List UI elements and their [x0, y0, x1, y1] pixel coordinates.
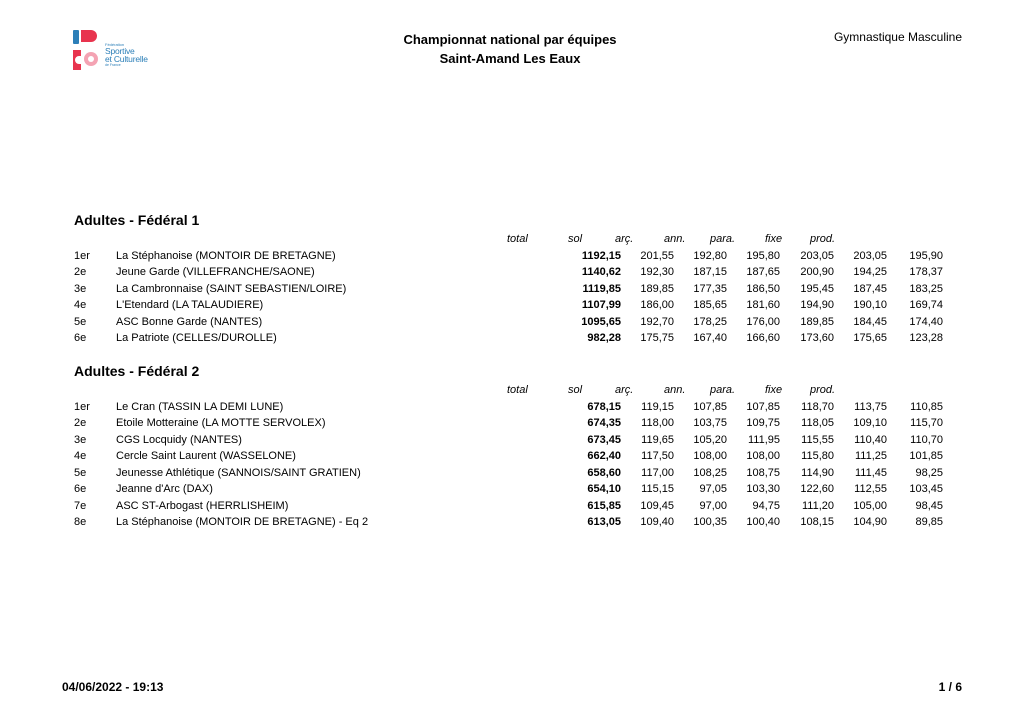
row-para: 118,05 [801, 417, 834, 429]
row-total: 658,60 [587, 466, 621, 479]
col-fixe-header: fixe [765, 233, 783, 245]
discipline-label: Gymnastique Masculine [833, 30, 962, 44]
col-sol-header: sol [568, 233, 583, 245]
row-arc: 187,15 [693, 266, 727, 278]
row-team-name: La Patriote (CELLES/DUROLLE) [116, 332, 277, 344]
col-fixe-header: fixe [765, 384, 783, 396]
row-para: 114,90 [801, 466, 834, 479]
row-prod: 183,25 [909, 282, 943, 295]
row-para: 195,45 [800, 282, 834, 295]
table-row [74, 481, 943, 498]
row-team-name: Jeanne d'Arc (DAX) [116, 483, 213, 495]
row-arc: 105,20 [693, 433, 727, 446]
row-ann: 109,75 [746, 417, 780, 429]
row-prod: 98,25 [915, 466, 943, 479]
row-rank: 1er [74, 249, 90, 262]
table-row [74, 448, 943, 465]
table-row [74, 498, 943, 515]
row-para: 200,90 [800, 266, 834, 278]
row-para: 111,20 [801, 499, 834, 512]
row-fixe: 187,45 [853, 282, 887, 295]
federation-logo [72, 28, 162, 74]
row-para: 108,15 [800, 516, 834, 528]
row-ann: 195,80 [746, 249, 780, 262]
row-arc: 100,35 [693, 516, 727, 528]
row-rank: 3e [74, 433, 87, 446]
row-ann: 103,30 [746, 483, 780, 495]
row-total: 654,10 [587, 483, 621, 495]
row-prod: 195,90 [909, 249, 943, 262]
row-total: 674,35 [587, 417, 621, 429]
title-line-1: Championnat national par équipes [403, 32, 617, 47]
row-total: 1119,85 [582, 282, 621, 295]
row-total: 1140,62 [581, 266, 621, 278]
row-arc: 178,25 [693, 315, 727, 328]
row-arc: 103,75 [693, 417, 727, 429]
row-rank: 2e [74, 417, 87, 429]
row-arc: 177,35 [693, 282, 727, 295]
col-ann-header: ann. [664, 384, 686, 396]
row-para: 173,60 [800, 332, 834, 344]
results-section-federal-1 [74, 209, 943, 347]
row-sol: 117,00 [641, 466, 674, 479]
row-fixe: 111,25 [854, 450, 887, 462]
logo-line1: Fédération [105, 42, 125, 47]
row-team-name: Jeunesse Athlétique (SANNOIS/SAINT GRATIEN) [116, 466, 361, 479]
table-row [74, 264, 943, 281]
row-sol: 119,15 [641, 400, 674, 413]
row-fixe: 184,45 [853, 315, 887, 328]
row-team-name: Cercle Saint Laurent (WASSELONE) [116, 450, 296, 462]
col-ann-header: ann. [664, 233, 686, 245]
row-total: 1095,65 [581, 315, 621, 328]
row-prod: 110,85 [910, 400, 943, 413]
results-table-body [74, 399, 943, 531]
results-table-body [74, 248, 943, 347]
row-total: 662,40 [587, 450, 621, 462]
row-para: 115,80 [801, 450, 834, 462]
row-prod: 98,45 [915, 499, 943, 512]
row-rank: 2e [74, 266, 87, 278]
row-prod: 101,85 [909, 450, 943, 462]
table-row [74, 281, 943, 298]
row-total: 615,85 [587, 499, 621, 512]
row-fixe: 112,55 [854, 483, 887, 495]
row-sol: 192,70 [640, 315, 674, 328]
row-fixe: 194,25 [853, 266, 887, 278]
row-rank: 8e [74, 516, 87, 528]
page-number: 1 / 6 [938, 680, 962, 694]
print-timestamp: 04/06/2022 - 19:13 [62, 680, 164, 694]
row-prod: 115,70 [910, 417, 943, 429]
row-team-name: ASC Bonne Garde (NANTES) [116, 315, 263, 328]
table-row [74, 465, 943, 482]
row-sol: 117,50 [641, 450, 674, 462]
table-row [74, 399, 943, 416]
row-fixe: 110,40 [854, 433, 887, 446]
row-sol: 115,15 [641, 483, 674, 495]
row-ann: 100,40 [746, 516, 780, 528]
row-total: 613,05 [587, 516, 621, 528]
row-ann: 176,00 [746, 315, 780, 328]
row-total: 673,45 [587, 433, 621, 446]
table-row [74, 314, 943, 331]
row-fixe: 104,90 [853, 516, 887, 528]
col-arc-header: arç. [615, 233, 634, 245]
row-rank: 4e [74, 299, 87, 311]
row-para: 194,90 [800, 299, 834, 311]
row-sol: 109,40 [640, 516, 674, 528]
results-section-federal-2 [74, 360, 943, 531]
row-ann: 187,65 [746, 266, 780, 278]
row-rank: 6e [74, 483, 87, 495]
col-para-header: para. [710, 384, 736, 396]
col-prod-header: prod. [810, 233, 836, 245]
row-ann: 186,50 [746, 282, 780, 295]
row-prod: 174,40 [909, 315, 943, 328]
row-para: 122,60 [800, 483, 834, 495]
row-total: 678,15 [587, 400, 621, 413]
row-arc: 185,65 [693, 299, 727, 311]
row-total: 1107,99 [581, 299, 621, 311]
logo-line4: de France [105, 63, 121, 67]
row-prod: 89,85 [915, 516, 943, 528]
row-sol: 201,55 [640, 249, 674, 262]
logo-line2: Sportive [105, 46, 135, 56]
row-team-name: La Stéphanoise (MONTOIR DE BRETAGNE) [116, 249, 336, 262]
row-arc: 107,85 [693, 400, 727, 413]
row-fixe: 111,45 [854, 466, 887, 479]
row-sol: 186,00 [640, 299, 674, 311]
logo-line3: et Culturelle [105, 54, 148, 64]
row-sol: 175,75 [640, 332, 674, 344]
document-title [320, 30, 700, 68]
table-row [74, 415, 943, 432]
row-sol: 192,30 [640, 266, 674, 278]
row-arc: 108,00 [693, 450, 727, 462]
table-row [74, 297, 943, 314]
row-fixe: 203,05 [853, 249, 887, 262]
row-team-name: CGS Locquidy (NANTES) [116, 433, 242, 446]
row-rank: 5e [74, 315, 87, 328]
row-arc: 97,00 [699, 499, 727, 512]
section-title: Adultes - Fédéral 2 [74, 363, 200, 379]
row-team-name: Jeune Garde (VILLEFRANCHE/SAONE) [116, 266, 315, 278]
col-sol-header: sol [568, 384, 583, 396]
row-arc: 97,05 [699, 483, 727, 495]
row-team-name: ASC ST-Arbogast (HERRLISHEIM) [116, 499, 289, 512]
row-rank: 3e [74, 282, 87, 295]
row-ann: 181,60 [746, 299, 780, 311]
row-para: 115,55 [801, 433, 834, 446]
col-total-header: total [507, 384, 528, 396]
row-rank: 1er [74, 400, 90, 413]
column-headers [74, 382, 874, 399]
row-team-name: La Stéphanoise (MONTOIR DE BRETAGNE) - Eq 2 [116, 516, 369, 528]
row-prod: 178,37 [909, 266, 943, 278]
row-arc: 167,40 [693, 332, 727, 344]
section-title: Adultes - Fédéral 1 [74, 212, 200, 228]
row-team-name: Le Cran (TASSIN LA DEMI LUNE) [116, 400, 284, 413]
column-headers [74, 231, 874, 248]
row-ann: 94,75 [752, 499, 780, 512]
col-prod-header: prod. [810, 384, 836, 396]
row-fixe: 105,00 [853, 499, 887, 512]
row-ann: 108,00 [746, 450, 780, 462]
row-fixe: 175,65 [853, 332, 887, 344]
row-rank: 5e [74, 466, 87, 479]
table-row [74, 432, 943, 449]
row-rank: 4e [74, 450, 87, 462]
row-fixe: 190,10 [853, 299, 887, 311]
table-row [74, 248, 943, 265]
title-line-2: Saint-Amand Les Eaux [439, 51, 581, 66]
row-sol: 118,00 [641, 417, 674, 429]
logo-shapes-icon [72, 28, 102, 74]
row-prod: 169,74 [909, 299, 943, 311]
row-ann: 111,95 [747, 433, 780, 446]
row-ann: 107,85 [746, 400, 780, 413]
row-team-name: Etoile Motteraine (LA MOTTE SERVOLEX) [116, 417, 326, 429]
table-row [74, 514, 943, 531]
row-sol: 119,65 [641, 433, 674, 446]
row-para: 189,85 [800, 315, 834, 328]
row-rank: 6e [74, 332, 87, 344]
row-ann: 108,75 [746, 466, 780, 479]
row-team-name: L'Etendard (LA TALAUDIERE) [116, 299, 264, 311]
row-prod: 110,70 [910, 433, 943, 446]
row-para: 118,70 [801, 400, 834, 413]
row-total: 1192,15 [581, 249, 621, 262]
row-prod: 123,28 [909, 332, 943, 344]
col-arc-header: arç. [615, 384, 634, 396]
row-total: 982,28 [587, 332, 621, 344]
col-para-header: para. [710, 233, 736, 245]
row-prod: 103,45 [909, 483, 943, 495]
row-rank: 7e [74, 499, 87, 512]
row-fixe: 109,10 [853, 417, 887, 429]
row-fixe: 113,75 [854, 400, 887, 413]
row-team-name: La Cambronnaise (SAINT SEBASTIEN/LOIRE) [116, 282, 347, 295]
row-para: 203,05 [800, 249, 834, 262]
row-arc: 192,80 [693, 249, 727, 262]
table-row [74, 330, 943, 347]
col-total-header: total [507, 233, 528, 245]
row-ann: 166,60 [746, 332, 780, 344]
row-sol: 109,45 [640, 499, 674, 512]
row-sol: 189,85 [640, 282, 674, 295]
row-arc: 108,25 [693, 466, 727, 479]
